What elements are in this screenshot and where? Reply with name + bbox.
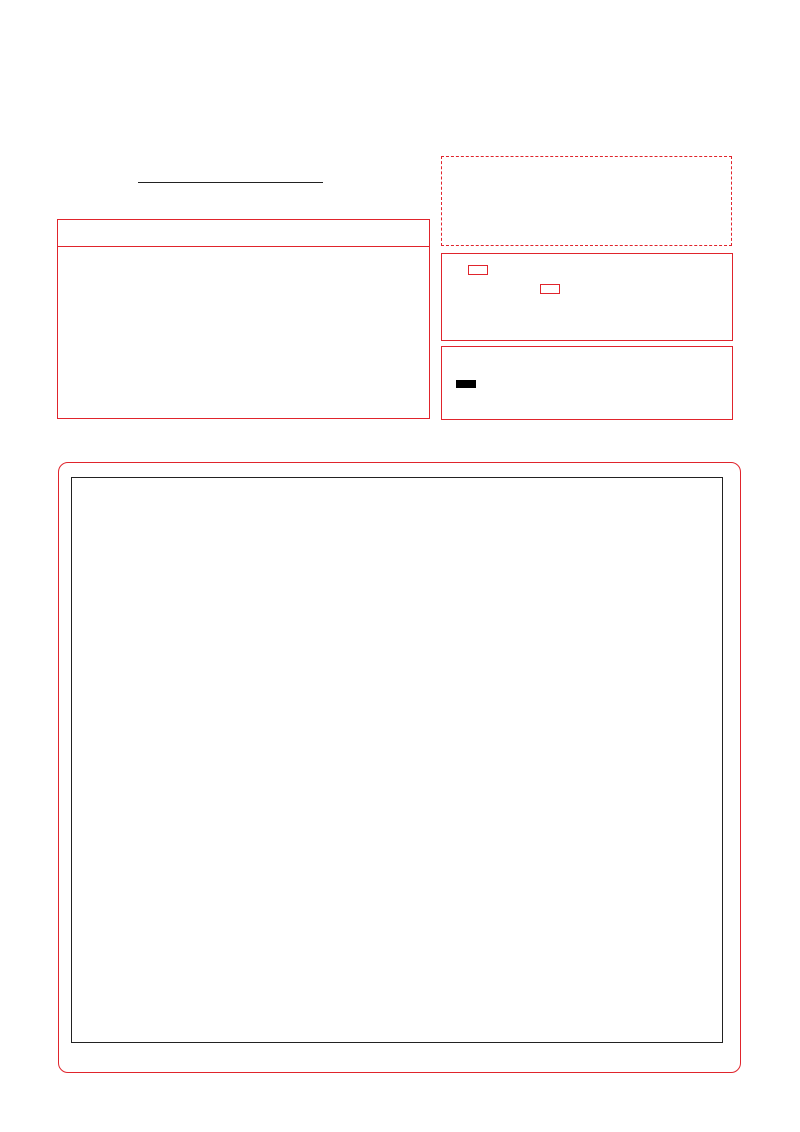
correct-fill-example [456,380,476,388]
examinee-forbidden-panel [441,253,733,341]
notice-heading [58,220,429,247]
barcode-area [441,156,732,246]
answer-area[interactable] [71,477,723,1043]
notice-item [66,277,421,301]
violation-mark-box[interactable] [540,284,560,294]
notice-item [66,300,421,324]
notice-list [58,247,429,347]
notice-item [66,253,421,277]
name-field[interactable] [138,182,323,183]
notice-item [66,324,421,348]
top-timing-marks [50,38,750,52]
absent-mark-box[interactable] [468,265,488,275]
notice-panel [57,219,430,419]
fill-sample-panel [441,346,733,420]
